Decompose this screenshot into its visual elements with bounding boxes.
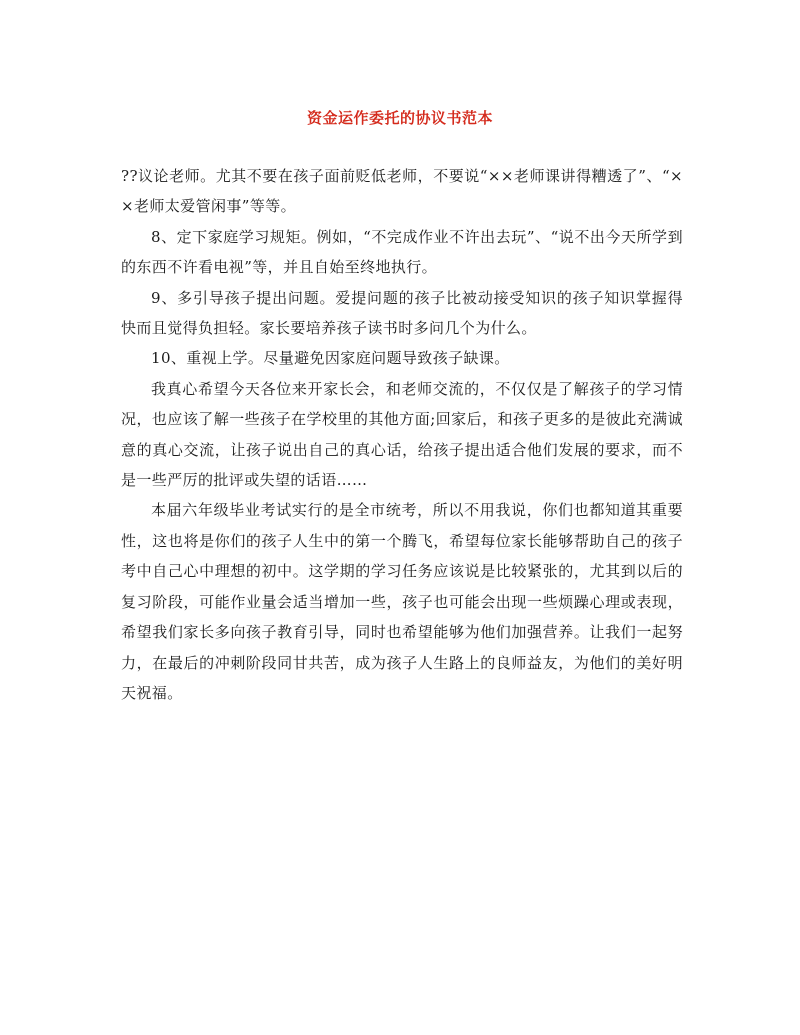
paragraph-hope: 我真心希望今天各位来开家长会，和老师交流的，不仅仅是了解孩子的学习情况，也应该了解一些孩子在学校里的其他方面;回家后，和孩子更多的是彼此充满诚意的真心交流，让孩子说出自己的真心话，给孩子提出适合他们发展的要求，而不是一些严厉的批评或失望的话语……: [121, 379, 683, 490]
paragraph-exam: 本届六年级毕业考试实行的是全市统考，所以不用我说，你们也都知道其重要性，这也将是你们的孩子人生中的第一个腾飞，希望每位家长能够帮助自己的孩子考中自己心中理想的初中。这学期的学习任务应该说是比较紧张的，尤其到以后的复习阶段，可能作业量会适当增加一些，孩子也可能会出现一些烦躁心理或表现，希望我们家长多向孩子教育引导，同时也希望能够为他们加强营养。让我们一起努力，在最后的冲刺阶段同甘共苦，成为孩子人生路上的良师益友，为他们的美好明天祝福。: [121, 501, 683, 702]
paragraph-item-8: 8、定下家庭学习规矩。例如，“不完成作业不许出去玩”、“说不出今天所学到的东西不许看电视”等，并且自始至终地执行。: [121, 227, 683, 277]
paragraph-item-10: 10、重视上学。尽量避免因家庭问题导致孩子缺课。: [151, 349, 510, 368]
paragraph-item-9: 9、多引导孩子提出问题。爱提问题的孩子比被动接受知识的孩子知识掌握得快而且觉得负担轻。家长要培养孩子读书时多问几个为什么。: [121, 288, 683, 338]
paragraph-intro: ??议论老师。尤其不要在孩子面前贬低老师，不要说“××老师课讲得糟透了”、“××老师太爱管闲事”等等。: [121, 167, 683, 216]
document-title: 资金运作委托的协议书范本: [306, 109, 493, 127]
document-body: [121, 161, 683, 708]
